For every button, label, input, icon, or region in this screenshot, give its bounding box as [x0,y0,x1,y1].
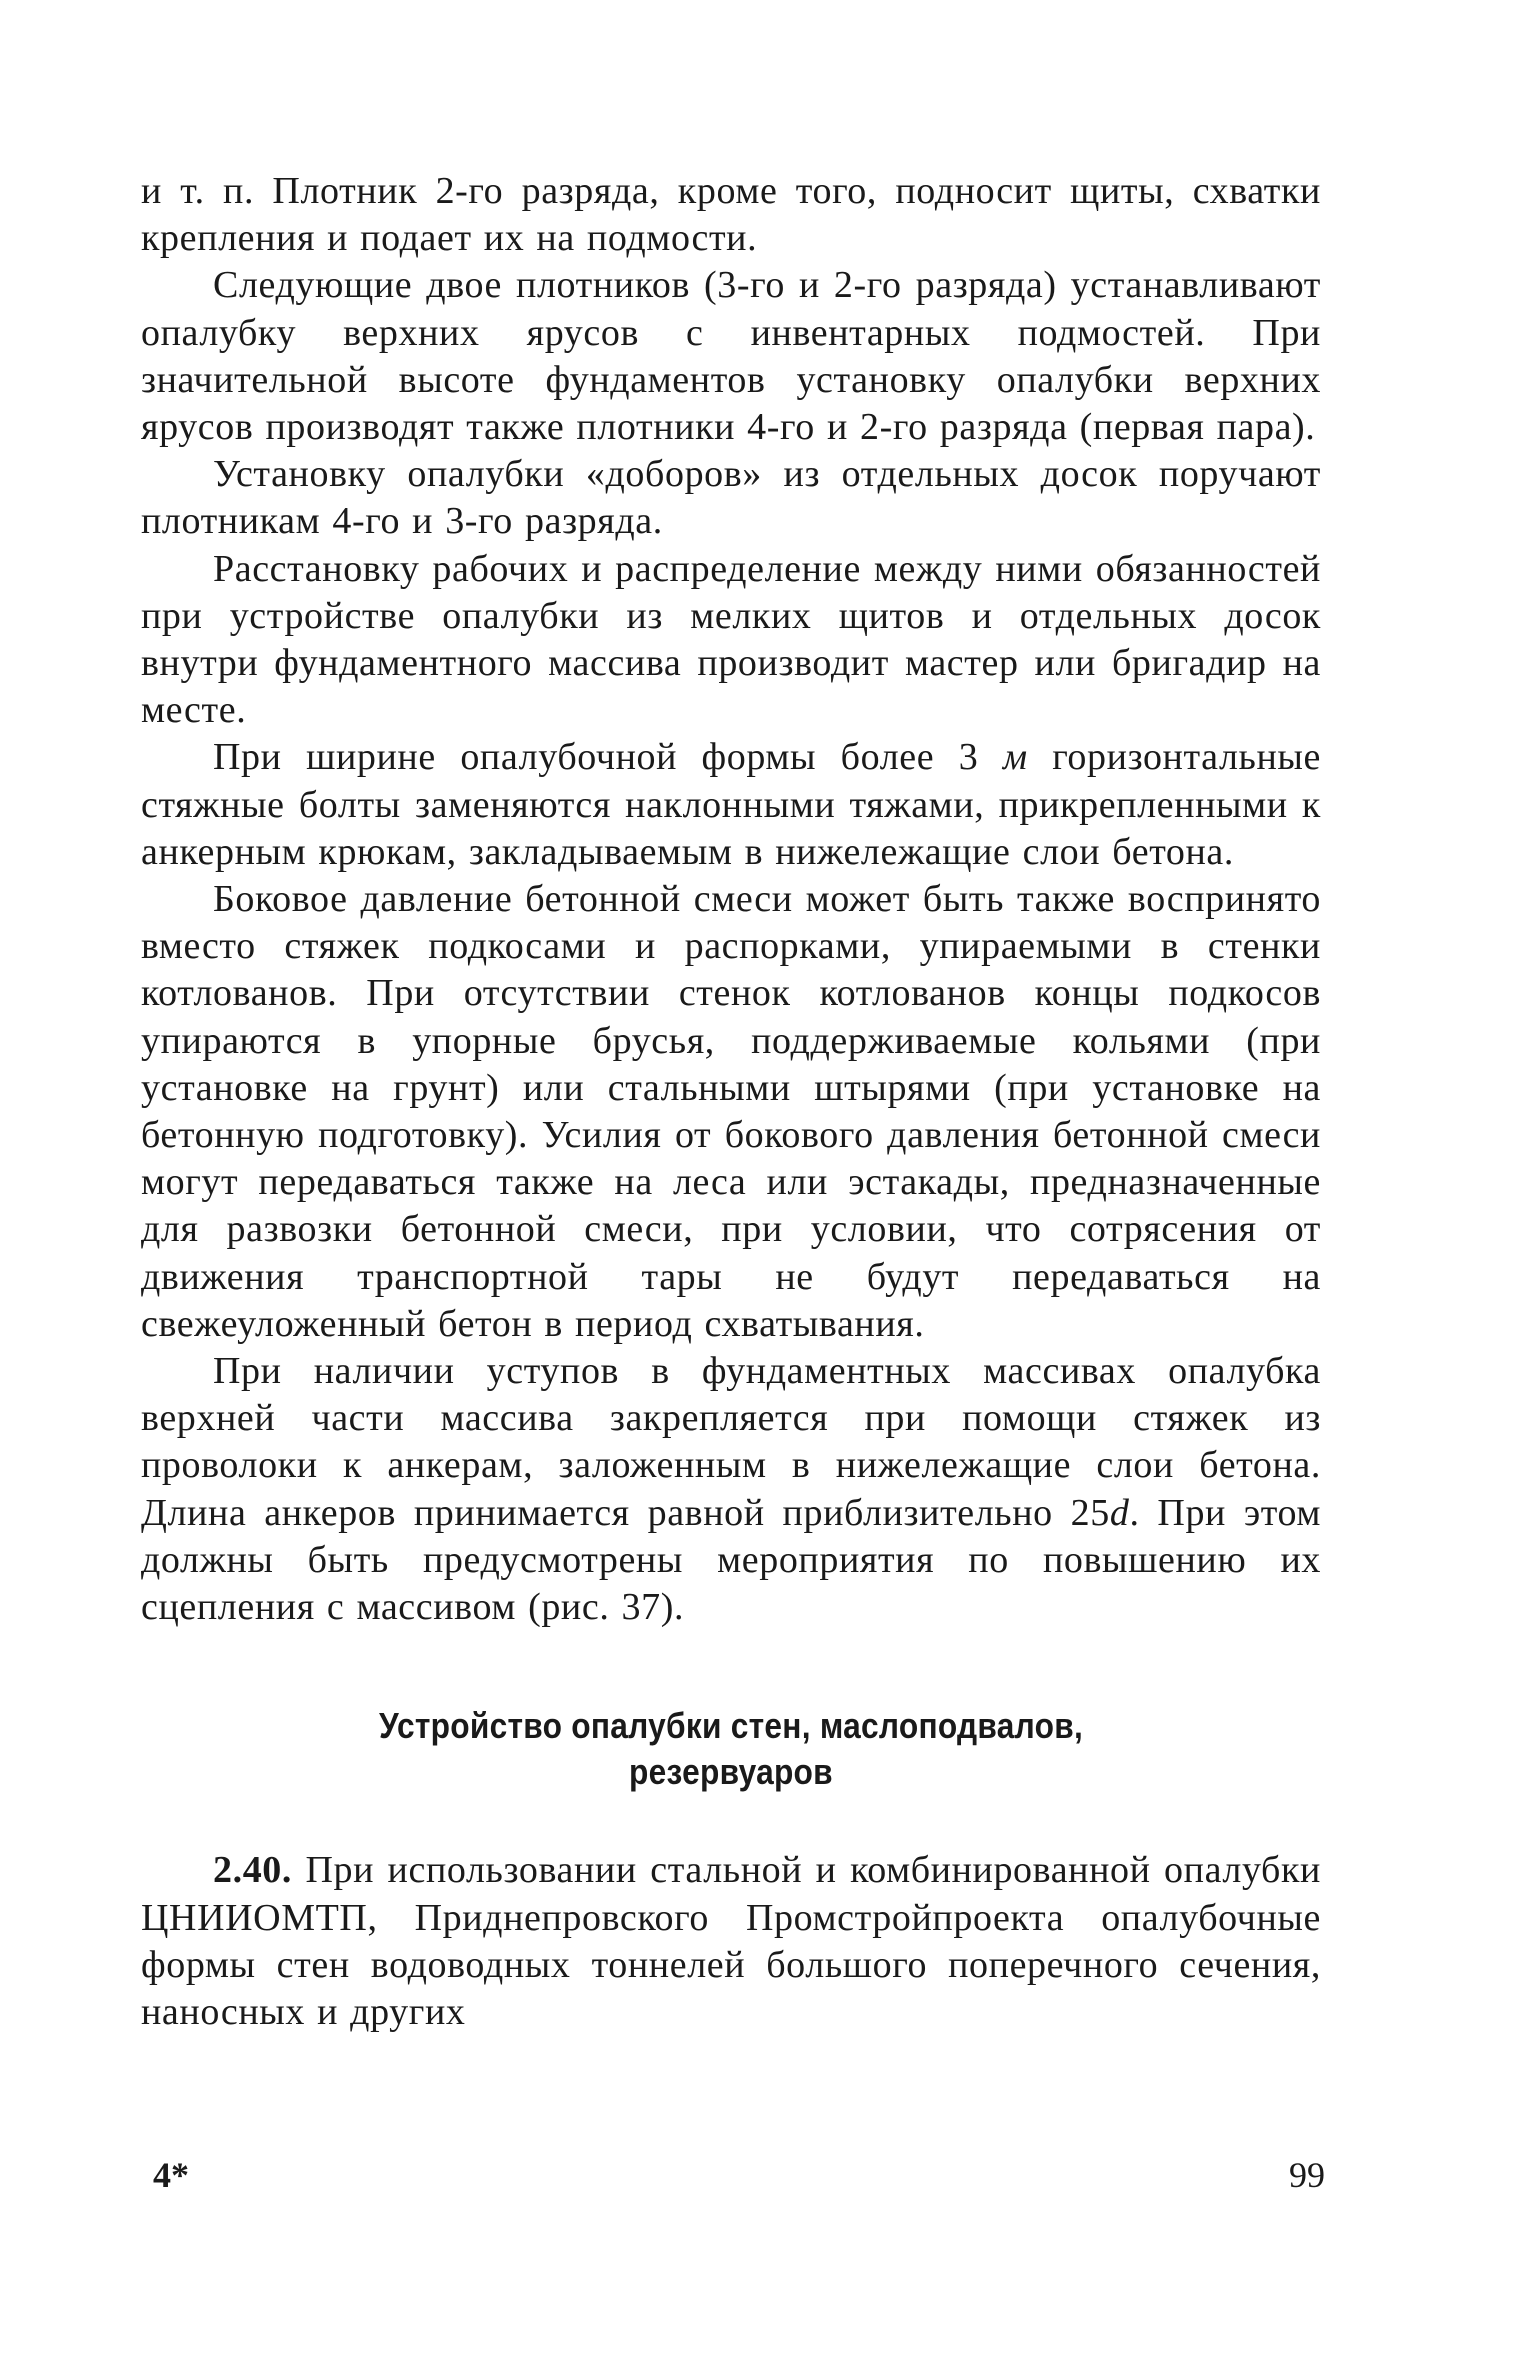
paragraph-worker-placement: Расстановку рабочих и распределение между ними обязанностей при устройстве опалубки из мелких щитов и отдельных досок внутри фундаментного массива производит мастер или бригадир на месте. [141,547,1321,732]
clause-number: 2.40. [213,1849,292,1892]
paragraph-continuation: и т. п. Плотник 2-го разряда, кроме того, подносит щиты, схватки крепления и подает их на подмости. [141,170,1321,260]
paragraph-upper-tiers: Следующие двое плотников (3-го и 2-го разряда) устанавливают опалубку верхних ярусов с инвентарных подмостей. При значительной высоте фундаментов установку опалубки верхних ярусов производят также плотники 4-го и 2-го разряда (первая пара). [141,264,1321,449]
paragraph-ledges-start: При наличии уступов в фундаментных массивах опалубка верхней части массива закрепляется при помощи стяжек из проволоки к анкерам, заложенным в нижележащие слои бетона. Длина анкеров принимается равной приблизительно 25 [141,1350,1321,1534]
page-body [141,168,1321,2036]
section-heading-line-2: резервуаров [629,1751,833,1793]
clause-2-40 [141,1847,1321,2036]
unit-meter: м [1002,736,1028,779]
unit-diameter: d [1109,1491,1130,1534]
paragraph-dobory: Установку опалубки «доборов» из отдельных досок поручают плотникам 4-го и 3-го разряда. [141,453,1321,543]
section-heading-line-1: Устройство опалубки стен, маслоподвалов, [378,1705,1084,1747]
clause-text: При использовании стальной и комбинированной опалубки ЦНИИОМТП, Приднепровского Промстройпроекта опалубочные формы стен водоводных тоннелей большого поперечного сечения, наносных и других [141,1849,1321,2033]
paragraph-form-width [141,734,1321,876]
page-number: 99 [1289,2155,1325,2195]
paragraph-ledges [141,1348,1321,1631]
signature-mark: 4* [153,2155,189,2195]
page-footer [153,2150,1325,2200]
paragraph-form-width-start: При ширине опалубочной формы более 3 [213,736,1003,779]
section-heading [212,1703,1250,1795]
paragraph-ledges-end: . При этом должны быть предусмотрены мероприятия по повышению их сцепления с массивом (рис. 37). [141,1491,1321,1629]
paragraph-form-width-end: горизонтальные стяжные болты заменяются наклонными тяжами, прикрепленными к анкерным крюкам, закладываемым в нижележащие слои бетона. [141,736,1321,873]
paragraph-lateral-pressure: Боковое давление бетонной смеси может быть также воспринято вместо стяжек подкосами и распорками, упираемыми в стенки котлованов. При отсутствии стенок котлованов концы подкосов упираются в упорные брусья, поддерживаемые кольями (при установке на грунт) или стальными штырями (при установке на бетонную подготовку). Усилия от бокового давления бетонной смеси могут передаваться также на леса или эстакады, предназначенные для развозки бетонной смеси, при условии, что сотрясения от движения транспортной тары не будут передаваться на свежеуложенный бетон в период схватывания. [141,878,1321,1345]
